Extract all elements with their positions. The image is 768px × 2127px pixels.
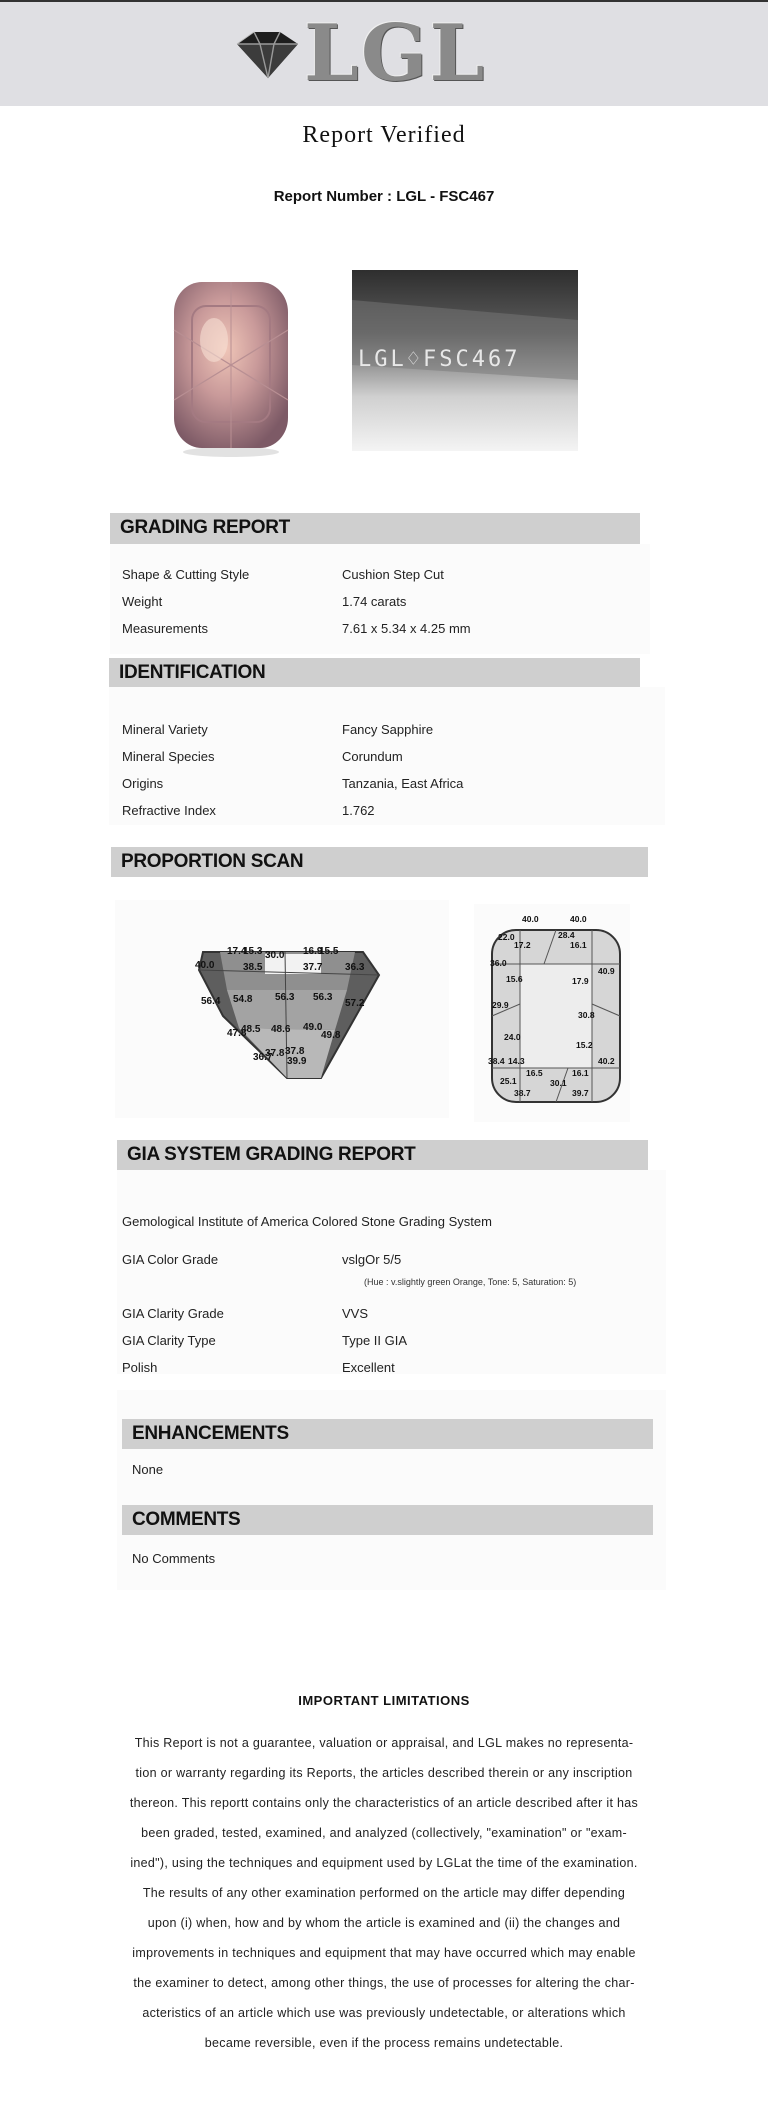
side-profile-label: 56.3 xyxy=(313,992,333,1003)
side-profile-label: 57.2 xyxy=(345,998,365,1009)
identification-value: Tanzania, East Africa xyxy=(342,776,464,791)
top-view-label: 30.8 xyxy=(578,1010,595,1020)
report-number: Report Number : LGL - FSC467 xyxy=(273,188,495,205)
limitations-line: improvements in techniques and equipment that may have occurred which may enable xyxy=(132,1946,636,1960)
top-view-label: 36.0 xyxy=(490,958,507,968)
gia-label: Polish xyxy=(122,1360,158,1375)
top-view-label: 16.1 xyxy=(572,1068,589,1078)
gia-system-name: Gemological Institute of America Colored Stone Grading System xyxy=(122,1214,492,1229)
section-title: GIA SYSTEM GRADING REPORT xyxy=(127,1144,416,1165)
top-view-diagram xyxy=(474,904,630,1122)
top-view-label: 14.3 xyxy=(508,1056,525,1066)
side-profile-label: 49.8 xyxy=(321,1030,341,1041)
limitations-line: ined"), using the techniques and equipment used by LGLat the time of the examination. xyxy=(130,1856,638,1870)
grading-label: Shape & Cutting Style xyxy=(122,567,250,582)
comments-text: No Comments xyxy=(132,1551,216,1566)
limitations-line: tion or warranty regarding its Reports, the articles described therein or any inscription xyxy=(135,1766,633,1780)
top-view-label: 16.1 xyxy=(570,940,587,950)
top-view-label: 17.2 xyxy=(514,940,531,950)
identification-header xyxy=(109,658,640,687)
side-profile-label: 48.5 xyxy=(241,1024,261,1035)
side-profile-label: 36.7 xyxy=(253,1052,273,1063)
limitations-line: acteristics of an article which use was previously undetectable, or alterations which xyxy=(142,2006,626,2020)
limitations-title: IMPORTANT LIMITATIONS xyxy=(298,1693,470,1708)
identification-label: Mineral Variety xyxy=(122,722,208,737)
side-profile-label: 48.6 xyxy=(271,1024,291,1035)
grading-value: 7.61 x 5.34 x 4.25 mm xyxy=(342,621,471,636)
top-view-label: 39.7 xyxy=(572,1088,589,1098)
grading-report-header xyxy=(110,513,640,544)
identification-label: Refractive Index xyxy=(122,803,216,818)
gia-color-label: GIA Color Grade xyxy=(122,1252,219,1267)
limitations-line: been graded, tested, examined, and analyzed (collectively, "examination" or "exam- xyxy=(141,1826,627,1840)
gia-color-value: vslgOr 5/5 xyxy=(342,1252,402,1267)
grading-value: Cushion Step Cut xyxy=(342,567,444,582)
top-view-label: 15.6 xyxy=(506,974,523,984)
gia-value: VVS xyxy=(342,1306,369,1321)
side-profile-label: 37.8 xyxy=(265,1048,285,1059)
section-title: PROPORTION SCAN xyxy=(121,851,304,872)
gia-value: Excellent xyxy=(342,1360,395,1375)
side-profile-label: 30.0 xyxy=(265,950,285,961)
identification-value: Corundum xyxy=(342,749,403,764)
section-title: GRADING REPORT xyxy=(120,517,290,538)
top-view-label: 40.0 xyxy=(570,914,587,924)
gia-color-note: (Hue : v.slightly green Orange, Tone: 5, Saturation: 5) xyxy=(364,1277,577,1287)
section-title: ENHANCEMENTS xyxy=(132,1423,289,1444)
gemstone-photo xyxy=(134,270,326,460)
side-profile-label: 47.8 xyxy=(227,1028,247,1039)
gia-label: GIA Clarity Grade xyxy=(122,1306,224,1321)
inscription-photo xyxy=(352,270,578,451)
gia-label: GIA Clarity Type xyxy=(122,1333,216,1348)
header-banner xyxy=(0,0,768,106)
top-view-label: 24.0 xyxy=(504,1032,521,1042)
top-view-label: 38.4 xyxy=(488,1056,505,1066)
top-view-label: 40.0 xyxy=(522,914,539,924)
side-profile-label: 54.8 xyxy=(233,994,253,1005)
grading-value: 1.74 carats xyxy=(342,594,407,609)
identification-value: Fancy Sapphire xyxy=(342,722,434,737)
side-profile-panel xyxy=(115,900,449,1118)
section-title: COMMENTS xyxy=(132,1509,241,1530)
top-view-label: 17.9 xyxy=(572,976,589,986)
top-view-label: 29.9 xyxy=(492,1000,509,1010)
comments-header xyxy=(122,1505,653,1535)
grading-label: Weight xyxy=(122,594,163,609)
limitations-line: The results of any other examination performed on the article may differ depending xyxy=(142,1886,626,1900)
side-profile-label: 15.3 xyxy=(243,946,263,957)
side-profile-label: 40.0 xyxy=(195,960,215,971)
side-profile-label: 16.9 xyxy=(303,946,323,957)
side-profile-label: 39.9 xyxy=(287,1056,307,1067)
top-view-label: 40.9 xyxy=(598,966,615,976)
limitations-line: This Report is not a guarantee, valuation or appraisal, and LGL makes no representa- xyxy=(134,1736,634,1750)
limitations-line: became reversible, even if the process remains undetectable. xyxy=(204,2036,564,2050)
identification-label: Origins xyxy=(122,776,164,791)
page-title: Report Verified xyxy=(302,122,466,148)
top-view-label: 16.5 xyxy=(526,1068,543,1078)
side-profile-label: 37.8 xyxy=(285,1046,305,1057)
limitations-line: thereon. This reportt contains only the characteristics of an article described after it has xyxy=(129,1796,639,1810)
top-view-label: 40.2 xyxy=(598,1056,615,1066)
gia-grading-header xyxy=(117,1140,648,1170)
identification-label: Mineral Species xyxy=(122,749,215,764)
top-view-label: 30.1 xyxy=(550,1078,567,1088)
logo-text: LGL xyxy=(304,8,487,99)
side-profile-label: 38.5 xyxy=(243,962,263,973)
enhancements-text: None xyxy=(132,1462,164,1477)
limitations-line: the examiner to detect, among other things, the use of processes for altering the char- xyxy=(133,1976,635,1990)
inscription-text: LGL♢FSC467 xyxy=(358,347,521,372)
side-profile-label: 15.5 xyxy=(319,946,339,957)
top-view-panel xyxy=(474,904,630,1122)
identification-value: 1.762 xyxy=(342,803,375,818)
side-profile-label: 37.7 xyxy=(303,962,323,973)
diamond-icon xyxy=(232,30,302,80)
top-view-label: 28.4 xyxy=(558,930,575,940)
side-profile-diagram xyxy=(115,900,449,1118)
gia-value: Type II GIA xyxy=(342,1333,408,1348)
side-profile-label: 36.3 xyxy=(345,962,365,973)
section-title: IDENTIFICATION xyxy=(119,662,266,683)
enhancements-header xyxy=(122,1419,653,1449)
top-view-label: 22.0 xyxy=(498,932,515,942)
side-profile-label: 56.3 xyxy=(275,992,295,1003)
lgl-logo xyxy=(232,8,492,99)
limitations-line: upon (i) when, how and by whom the article is examined and (ii) the changes and xyxy=(147,1916,621,1930)
grading-label: Measurements xyxy=(122,621,208,636)
proportion-scan-header xyxy=(111,847,648,877)
side-profile-label: 56.4 xyxy=(201,996,221,1007)
top-view-label: 38.7 xyxy=(514,1088,531,1098)
top-view-label: 25.1 xyxy=(500,1076,517,1086)
side-profile-label: 49.0 xyxy=(303,1022,323,1033)
top-view-label: 15.2 xyxy=(576,1040,593,1050)
side-profile-label: 17.4 xyxy=(227,946,247,957)
